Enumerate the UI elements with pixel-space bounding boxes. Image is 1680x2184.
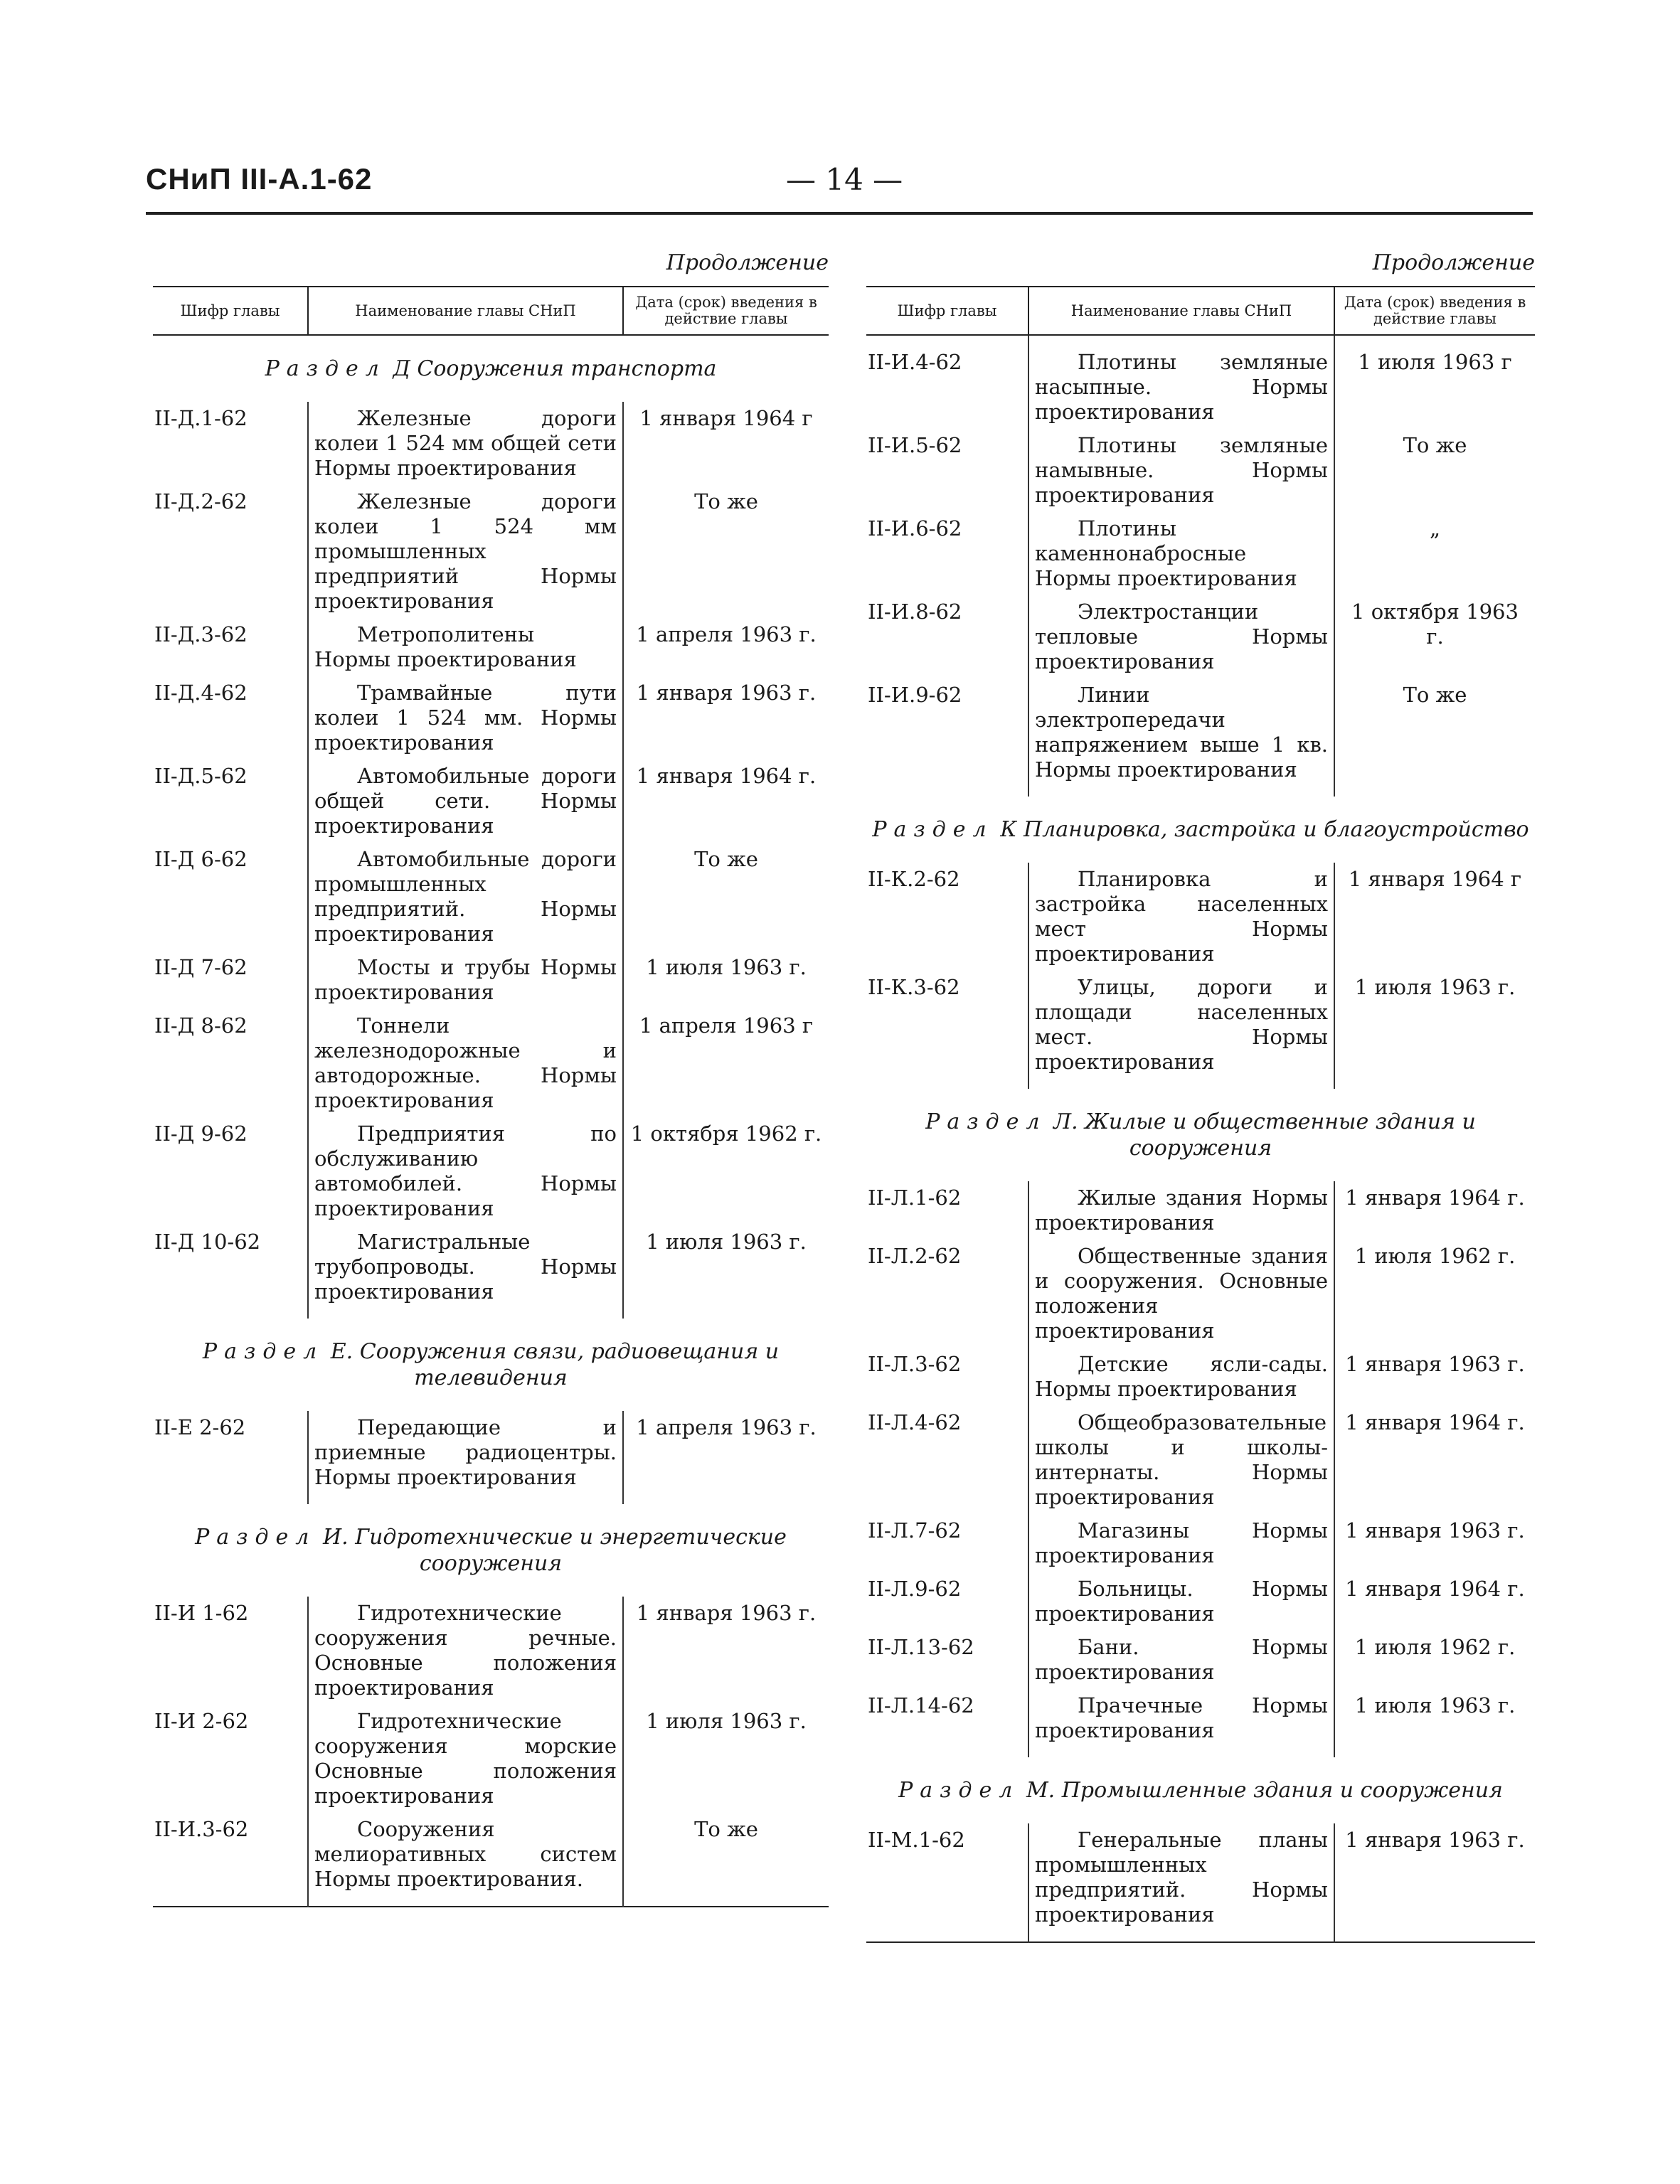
right-table xyxy=(866,286,1535,1943)
chapter-code: II-Е 2-62 xyxy=(154,1415,246,1439)
chapter-name: Метрополитены Нормы проектирования xyxy=(308,618,623,676)
table-row xyxy=(153,676,829,760)
section-word: Раздел xyxy=(265,356,386,381)
section-heading-row xyxy=(866,1089,1535,1181)
left-column xyxy=(153,249,829,1907)
table-row xyxy=(866,678,1535,787)
table-row xyxy=(866,1514,1535,1572)
chapter-date: 1 июля 1963 г. xyxy=(646,1709,807,1733)
section-heading xyxy=(153,335,829,402)
table-row xyxy=(153,843,829,951)
chapter-name: Общеобразовательные школы и школы-интернаты. Нормы проектирования xyxy=(1028,1406,1334,1514)
left-table xyxy=(153,286,829,1907)
chapter-code: II-Л.4-62 xyxy=(868,1410,962,1434)
chapter-code: II-Д 9-62 xyxy=(154,1122,248,1146)
chapter-date: 1 июля 1962 г. xyxy=(1354,1635,1516,1659)
left-table-body xyxy=(153,335,829,1907)
chapter-name: Жилые здания Нормы проектирования xyxy=(1028,1181,1334,1240)
column-header-name: Наименование главы СНиП xyxy=(1028,287,1334,335)
chapter-name: Трамвайные пути колеи 1 524 мм. Нормы проектирования xyxy=(308,676,623,760)
chapter-date: 1 апреля 1963 г. xyxy=(636,622,817,646)
table-row xyxy=(866,346,1535,429)
chapter-date: 1 июля 1963 г. xyxy=(646,955,807,979)
chapter-code: II-И.6-62 xyxy=(868,516,962,540)
continued-label: Продолжение xyxy=(1372,250,1535,275)
table-row xyxy=(153,402,829,485)
column-header-date: Дата (срок) введения в действие главы xyxy=(1334,287,1535,335)
section-title: И. Гидротехнические и энергетические сооружения xyxy=(322,1525,787,1576)
chapter-date: 1 января 1964 г. xyxy=(636,764,817,788)
section-title: Е. Сооружения связи, радиовещания и телевидения xyxy=(330,1339,780,1390)
chapter-date: 1 января 1964 г. xyxy=(1345,1410,1525,1434)
chapter-name: Плотины земляные намывные. Нормы проектирования xyxy=(1028,429,1334,512)
chapter-date: 1 января 1963 г. xyxy=(1345,1828,1525,1852)
right-column xyxy=(866,249,1535,1943)
table-row xyxy=(866,1181,1535,1240)
chapter-code: II-Л.2-62 xyxy=(868,1244,962,1268)
table-row xyxy=(153,951,829,1009)
column-header-name: Наименование главы СНиП xyxy=(308,287,623,335)
table-row xyxy=(153,1117,829,1225)
chapter-code: II-К.2-62 xyxy=(868,867,960,891)
table-row xyxy=(153,1813,829,1896)
chapter-date: То же xyxy=(1403,433,1467,457)
chapter-date: 1 января 1963 г. xyxy=(636,681,817,705)
chapter-code: II-Д 7-62 xyxy=(154,955,248,979)
chapter-name: Гидротехнические сооружения морские Основные положения проектирования xyxy=(308,1705,623,1813)
section-heading-row xyxy=(866,797,1535,863)
chapter-name: Железные дороги колеи 1 524 мм общей сети Нормы проектирования xyxy=(308,402,623,485)
chapter-code: II-М.1-62 xyxy=(868,1828,965,1852)
chapter-date: 1 апреля 1963 г. xyxy=(636,1415,817,1439)
section-word: Раздел xyxy=(202,1339,324,1364)
section-word: Раздел xyxy=(898,1778,1020,1803)
chapter-name: Бани. Нормы проектирования xyxy=(1028,1631,1334,1689)
chapter-date: То же xyxy=(694,1817,758,1841)
chapter-code: II-Д.1-62 xyxy=(154,406,248,430)
table-row xyxy=(866,971,1535,1079)
chapter-code: II-Л.13-62 xyxy=(868,1635,974,1659)
section-word: Раздел xyxy=(925,1109,1047,1134)
chapter-date: 1 июля 1962 г. xyxy=(1354,1244,1516,1268)
chapter-code: II-Л.3-62 xyxy=(868,1352,962,1376)
table-row xyxy=(153,618,829,676)
table-row xyxy=(866,512,1535,595)
chapter-date: 1 июля 1963 г. xyxy=(1354,975,1516,999)
table-row xyxy=(866,1572,1535,1631)
chapter-code: II-И.3-62 xyxy=(154,1817,249,1841)
column-header-code: Шифр главы xyxy=(153,287,308,335)
chapter-code: II-И.9-62 xyxy=(868,683,962,707)
chapter-code: II-И 1-62 xyxy=(154,1601,249,1625)
document-code: СНиП III-А.1-62 xyxy=(146,162,373,196)
chapter-name: Улицы, дороги и площади населенных мест. Нормы проектирования xyxy=(1028,971,1334,1079)
chapter-date: 1 января 1963 г. xyxy=(1345,1518,1525,1543)
section-heading-row xyxy=(866,1757,1535,1823)
section-title: Д Сооружения транспорта xyxy=(393,356,717,381)
section-heading-row xyxy=(153,1504,829,1597)
chapter-name: Больницы. Нормы проектирования xyxy=(1028,1572,1334,1631)
table-row xyxy=(153,1411,829,1494)
chapter-name: Магазины Нормы проектирования xyxy=(1028,1514,1334,1572)
chapter-code: II-И.4-62 xyxy=(868,350,962,374)
chapter-name: Передающие и приемные радиоцентры. Нормы проектирования xyxy=(308,1411,623,1494)
section-heading xyxy=(866,1089,1535,1181)
chapter-code: II-Д 8-62 xyxy=(154,1013,248,1038)
page-header xyxy=(146,162,1533,215)
page-number: — 14 — xyxy=(786,162,903,197)
chapter-date: То же xyxy=(694,489,758,513)
chapter-name: Предприятия по обслуживанию автомобилей. Нормы проектирования xyxy=(308,1117,623,1225)
chapter-name: Детские ясли-сады. Нормы проектирования xyxy=(1028,1348,1334,1406)
table-row xyxy=(153,1225,829,1309)
chapter-code: II-И 2-62 xyxy=(154,1709,249,1733)
chapter-code: II-Д 6-62 xyxy=(154,847,248,871)
chapter-code: II-Д.4-62 xyxy=(154,681,248,705)
chapter-date: То же xyxy=(1403,683,1467,707)
section-heading xyxy=(153,1504,829,1597)
section-word: Раздел xyxy=(195,1525,317,1550)
table-row xyxy=(153,1705,829,1813)
continued-label: Продолжение xyxy=(666,250,829,275)
chapter-name: Мосты и трубы Нормы проектирования xyxy=(308,951,623,1009)
section-heading xyxy=(153,1319,829,1411)
chapter-date: 1 июля 1963 г. xyxy=(646,1230,807,1254)
row-spacer xyxy=(153,1309,829,1319)
table-row xyxy=(866,1406,1535,1514)
table-row xyxy=(153,1597,829,1705)
row-spacer xyxy=(866,787,1535,797)
chapter-code: II-Л.9-62 xyxy=(868,1577,962,1601)
chapter-code: II-И.8-62 xyxy=(868,600,962,624)
table-row xyxy=(153,760,829,843)
chapter-name: Тоннели железнодорожные и автодорожные. Нормы проектирования xyxy=(308,1009,623,1117)
right-table-body xyxy=(866,335,1535,1942)
chapter-code: II-Д.5-62 xyxy=(154,764,248,788)
column-header-date: Дата (срок) введения в действие главы xyxy=(623,287,829,335)
chapter-name: Гидротехнические сооружения речные. Основные положения проектирования xyxy=(308,1597,623,1705)
chapter-code: II-Л.7-62 xyxy=(868,1518,962,1543)
chapter-name: Магистральные трубопроводы. Нормы проектирования xyxy=(308,1225,623,1309)
section-title: М. Промышленные здания и сооружения xyxy=(1026,1778,1503,1803)
chapter-code: II-К.3-62 xyxy=(868,975,960,999)
section-word: Раздел xyxy=(872,817,994,842)
chapter-date: 1 января 1964 г xyxy=(1348,867,1522,891)
section-title: К Планировка, застройка и благоустройство xyxy=(1000,817,1529,842)
column-header-code: Шифр главы xyxy=(866,287,1028,335)
chapter-code: II-Д.2-62 xyxy=(154,489,248,513)
row-spacer xyxy=(866,1079,1535,1089)
chapter-code: II-Л.14-62 xyxy=(868,1693,974,1717)
chapter-name: Планировка и застройка населенных мест Нормы проектирования xyxy=(1028,863,1334,971)
chapter-name: Сооружения мелиоративных систем Нормы проектирования. xyxy=(308,1813,623,1896)
chapter-name: Автомобильные дороги промышленных предприятий. Нормы проектирования xyxy=(308,843,623,951)
chapter-date: 1 января 1964 г. xyxy=(1345,1186,1525,1210)
chapter-name: Линии электропередачи напряжением выше 1 кв. Нормы проектирования xyxy=(1028,678,1334,787)
chapter-name: Генеральные планы промышленных предприятий. Нормы проектирования xyxy=(1028,1823,1334,1932)
chapter-date: То же xyxy=(694,847,758,871)
row-spacer xyxy=(153,1896,829,1907)
chapter-date: 1 октября 1963 г. xyxy=(1351,600,1519,649)
section-heading xyxy=(866,797,1535,863)
chapter-name: Плотины каменнонабросные Нормы проектирования xyxy=(1028,512,1334,595)
chapter-date: 1 апреля 1963 г xyxy=(639,1013,814,1038)
table-row xyxy=(866,1689,1535,1747)
chapter-date: „ xyxy=(1429,516,1441,540)
chapter-code: II-И.5-62 xyxy=(868,433,962,457)
row-spacer xyxy=(153,1494,829,1504)
table-row xyxy=(153,1009,829,1117)
chapter-code: II-Л.1-62 xyxy=(868,1186,962,1210)
row-spacer xyxy=(866,1747,1535,1757)
chapter-name: Прачечные Нормы проектирования xyxy=(1028,1689,1334,1747)
section-heading-row xyxy=(153,1319,829,1411)
chapter-date: 1 июля 1963 г. xyxy=(1354,1693,1516,1717)
chapter-name: Железные дороги колеи 1 524 мм промышленных предприятий Нормы проектирования xyxy=(308,485,623,618)
section-heading xyxy=(866,1757,1535,1823)
chapter-date: 1 января 1964 г xyxy=(639,406,813,430)
table-row xyxy=(866,1240,1535,1348)
chapter-code: II-Д.3-62 xyxy=(154,622,248,646)
chapter-name: Общественные здания и сооружения. Основные положения проектирования xyxy=(1028,1240,1334,1348)
chapter-code: II-Д 10-62 xyxy=(154,1230,261,1254)
chapter-date: 1 января 1964 г. xyxy=(1345,1577,1525,1601)
row-spacer xyxy=(866,1932,1535,1942)
chapter-name: Автомобильные дороги общей сети. Нормы проектирования xyxy=(308,760,623,843)
chapter-date: 1 января 1963 г. xyxy=(636,1601,817,1625)
section-title: Л. Жилые и общественные здания и сооружения xyxy=(1053,1109,1476,1161)
table-row xyxy=(866,1823,1535,1932)
table-row xyxy=(866,429,1535,512)
chapter-date: 1 июля 1963 г xyxy=(1358,350,1512,374)
section-heading-row xyxy=(153,335,829,402)
table-row xyxy=(866,863,1535,971)
table-bottom-rule xyxy=(866,1942,1535,1943)
table-row xyxy=(866,1631,1535,1689)
chapter-name: Плотины земляные насыпные. Нормы проектирования xyxy=(1028,346,1334,429)
table-row xyxy=(866,1348,1535,1406)
row-spacer xyxy=(866,335,1535,346)
chapter-date: 1 октября 1962 г. xyxy=(630,1122,822,1146)
chapter-date: 1 января 1963 г. xyxy=(1345,1352,1525,1376)
table-row xyxy=(153,485,829,618)
chapter-name: Электростанции тепловые Нормы проектирования xyxy=(1028,595,1334,678)
table-row xyxy=(866,595,1535,678)
